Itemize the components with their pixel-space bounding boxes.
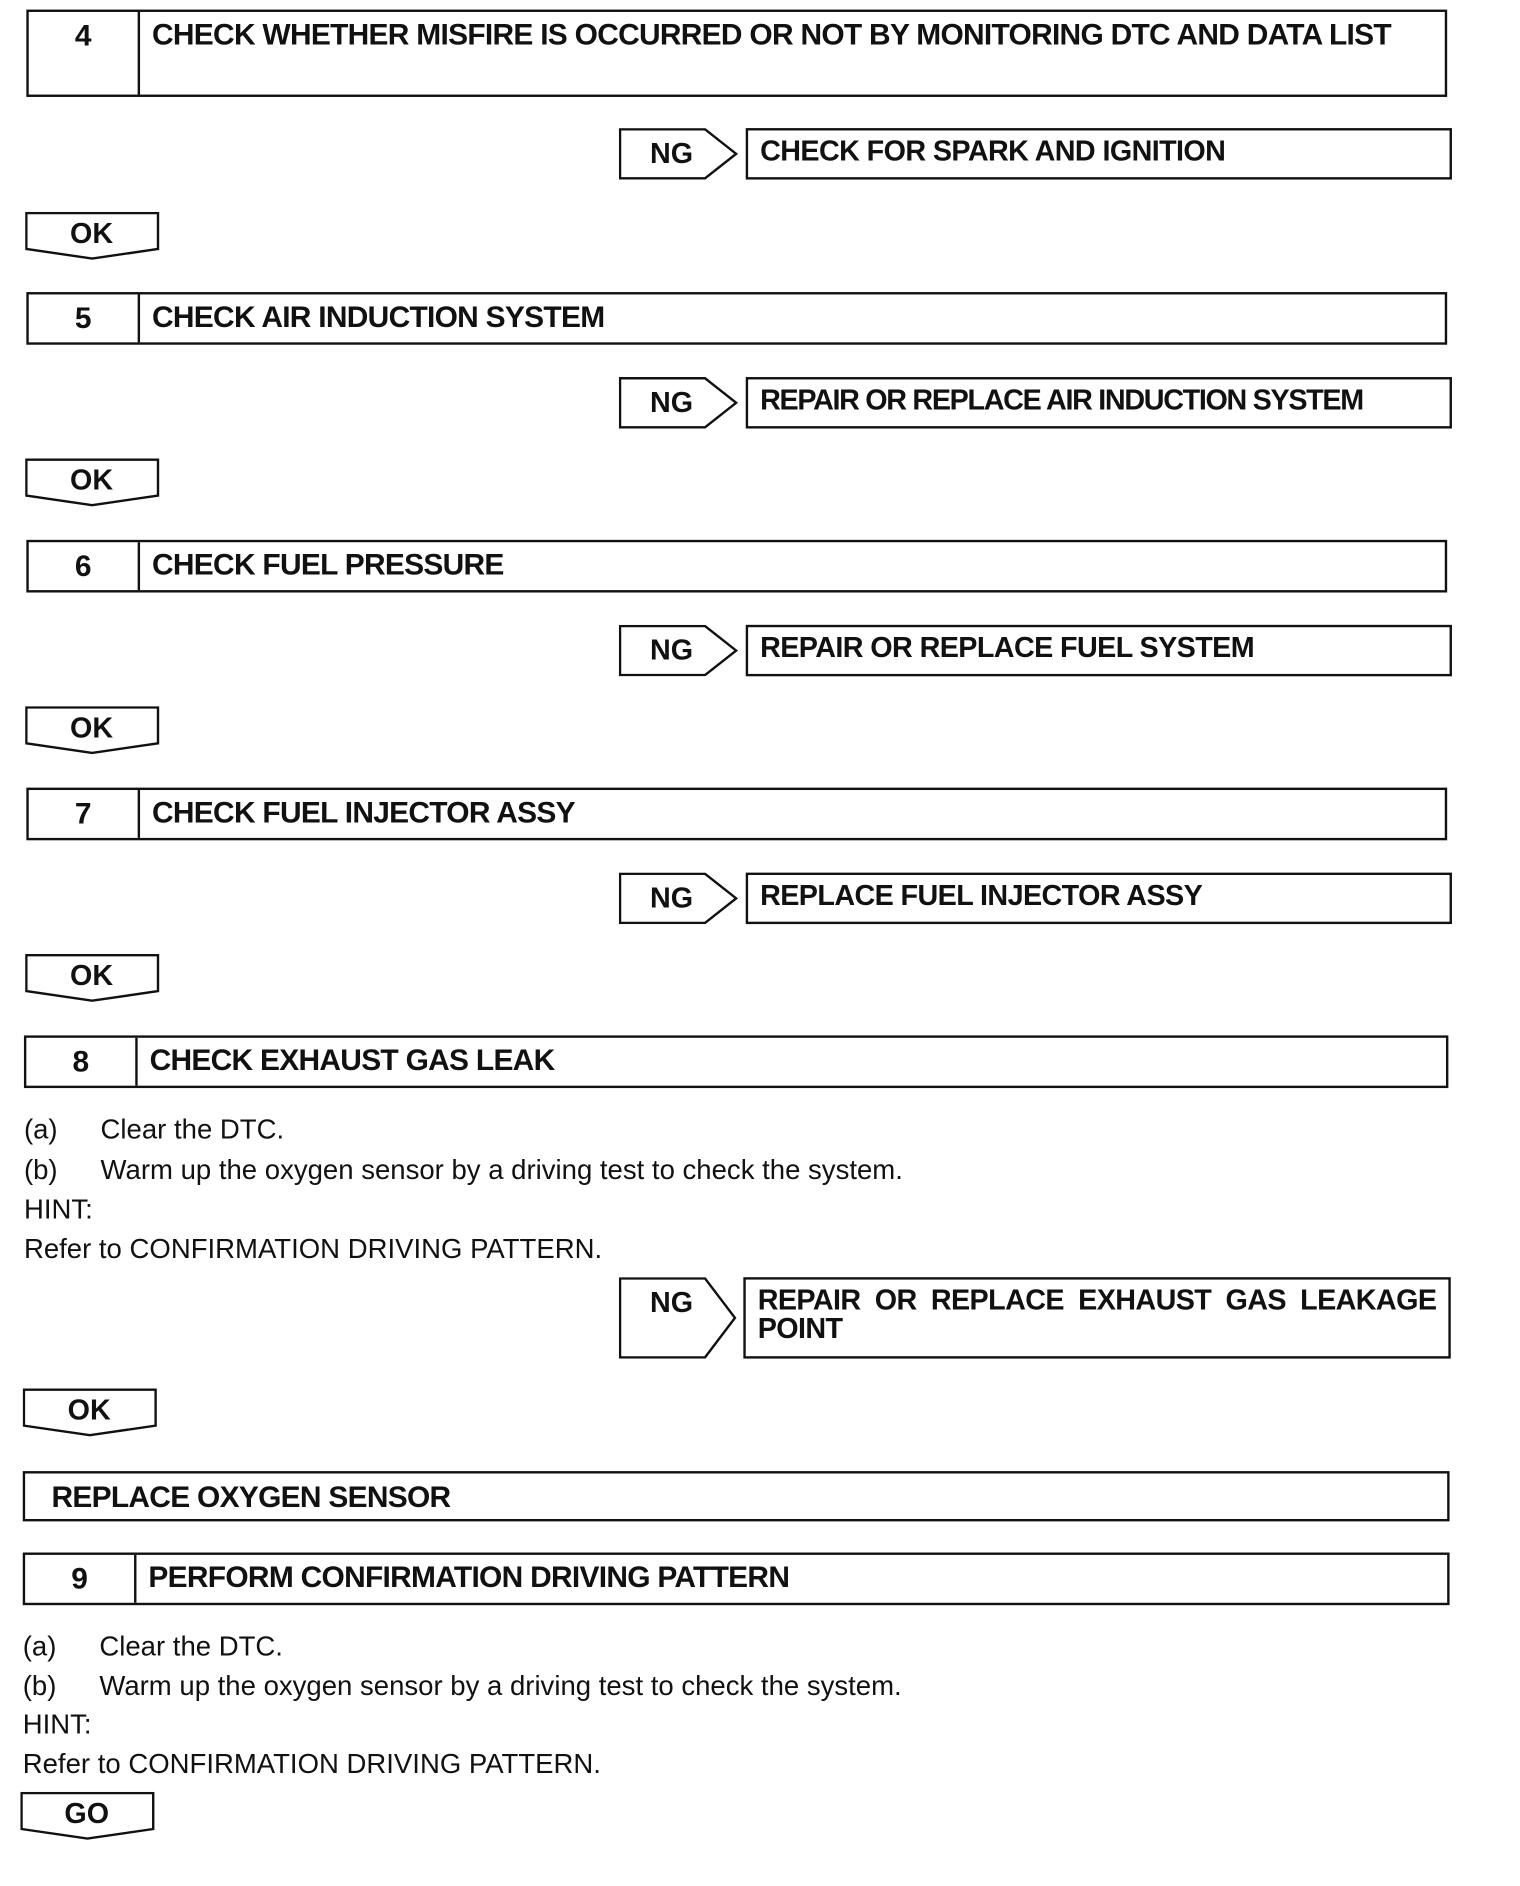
item-label: (a) [23, 1113, 58, 1145]
ok-label: OK [70, 217, 114, 251]
instruction-item [23, 1670, 902, 1702]
ok-label: OK [70, 712, 114, 745]
step-title: PERFORM CONFIRMATION DRIVING PATTERN [148, 1560, 790, 1595]
item-text: Clear the DTC. [99, 1630, 283, 1662]
step-6-box [26, 540, 1447, 593]
hint-label: HINT: [23, 1193, 93, 1225]
ok-label: OK [70, 464, 114, 497]
ok-label: OK [67, 1394, 111, 1427]
step-title: CHECK AIR INDUCTION SYSTEM [152, 300, 605, 334]
go-arrow [20, 1792, 155, 1842]
ng-label: NG [649, 1286, 694, 1320]
item-label: (b) [23, 1153, 58, 1186]
step-title: CHECK FUEL PRESSURE [152, 548, 504, 582]
ng-result-box: REPAIR OR REPLACE FUEL SYSTEM [746, 625, 1452, 676]
ng-arrow [619, 1277, 740, 1358]
step-7-box [26, 788, 1447, 841]
step-9-box [23, 1553, 1450, 1606]
ng-label: NG [649, 386, 694, 419]
replace-oxygen-sensor-box: REPLACE OXYGEN SENSOR [23, 1471, 1450, 1521]
ng-arrow [619, 377, 740, 428]
hint-label: HINT: [22, 1708, 92, 1740]
hint-text: Refer to CONFIRMATION DRIVING PATTERN. [23, 1232, 603, 1265]
ng-arrow [619, 625, 740, 676]
ok-arrow [25, 212, 160, 262]
item-text: Warm up the oxygen sensor by a driving test to check the system. [100, 1153, 903, 1186]
step-5-box [26, 292, 1447, 345]
ng-arrow [619, 128, 740, 179]
item-label: (b) [22, 1669, 57, 1701]
step-8-box [24, 1035, 1448, 1088]
step-4-box [26, 10, 1447, 97]
hint-text: Refer to CONFIRMATION DRIVING PATTERN. [22, 1747, 601, 1779]
ng-result-box: CHECK FOR SPARK AND IGNITION [746, 128, 1452, 179]
ok-label: OK [70, 959, 114, 993]
ok-arrow [23, 1389, 158, 1439]
ng-result-box: REPAIR OR REPLACE EXHAUST GAS LEAKAGE POINT [743, 1277, 1450, 1358]
ng-arrow [619, 873, 740, 924]
step-number: 5 [29, 294, 140, 342]
step-title: CHECK EXHAUST GAS LEAK [149, 1043, 555, 1078]
step-number: 8 [26, 1038, 137, 1086]
item-text: Clear the DTC. [100, 1113, 285, 1145]
ok-arrow [25, 706, 160, 756]
ok-arrow [25, 458, 160, 508]
step-title: CHECK FUEL INJECTOR ASSY [152, 796, 575, 830]
ng-label: NG [649, 882, 694, 915]
ng-label: NG [649, 137, 694, 170]
step-number: 9 [25, 1555, 136, 1603]
go-label: GO [64, 1797, 110, 1831]
instruction-item [24, 1113, 284, 1145]
step-number: 4 [29, 12, 140, 95]
ng-result-box: REPLACE FUEL INJECTOR ASSY [746, 873, 1452, 924]
instruction-item [23, 1630, 283, 1662]
step-number: 7 [29, 790, 140, 838]
step-number: 6 [29, 542, 140, 590]
ok-arrow [25, 954, 160, 1004]
item-text: Warm up the oxygen sensor by a driving test to check the system. [99, 1669, 902, 1701]
ng-result-box: REPAIR OR REPLACE AIR INDUCTION SYSTEM [746, 377, 1452, 428]
step-title: CHECK WHETHER MISFIRE IS OCCURRED OR NOT BY MONITORING DTC AND DATA LIST [152, 17, 1391, 52]
instruction-item [24, 1154, 903, 1186]
ng-label: NG [649, 634, 694, 667]
item-label: (a) [22, 1630, 57, 1662]
